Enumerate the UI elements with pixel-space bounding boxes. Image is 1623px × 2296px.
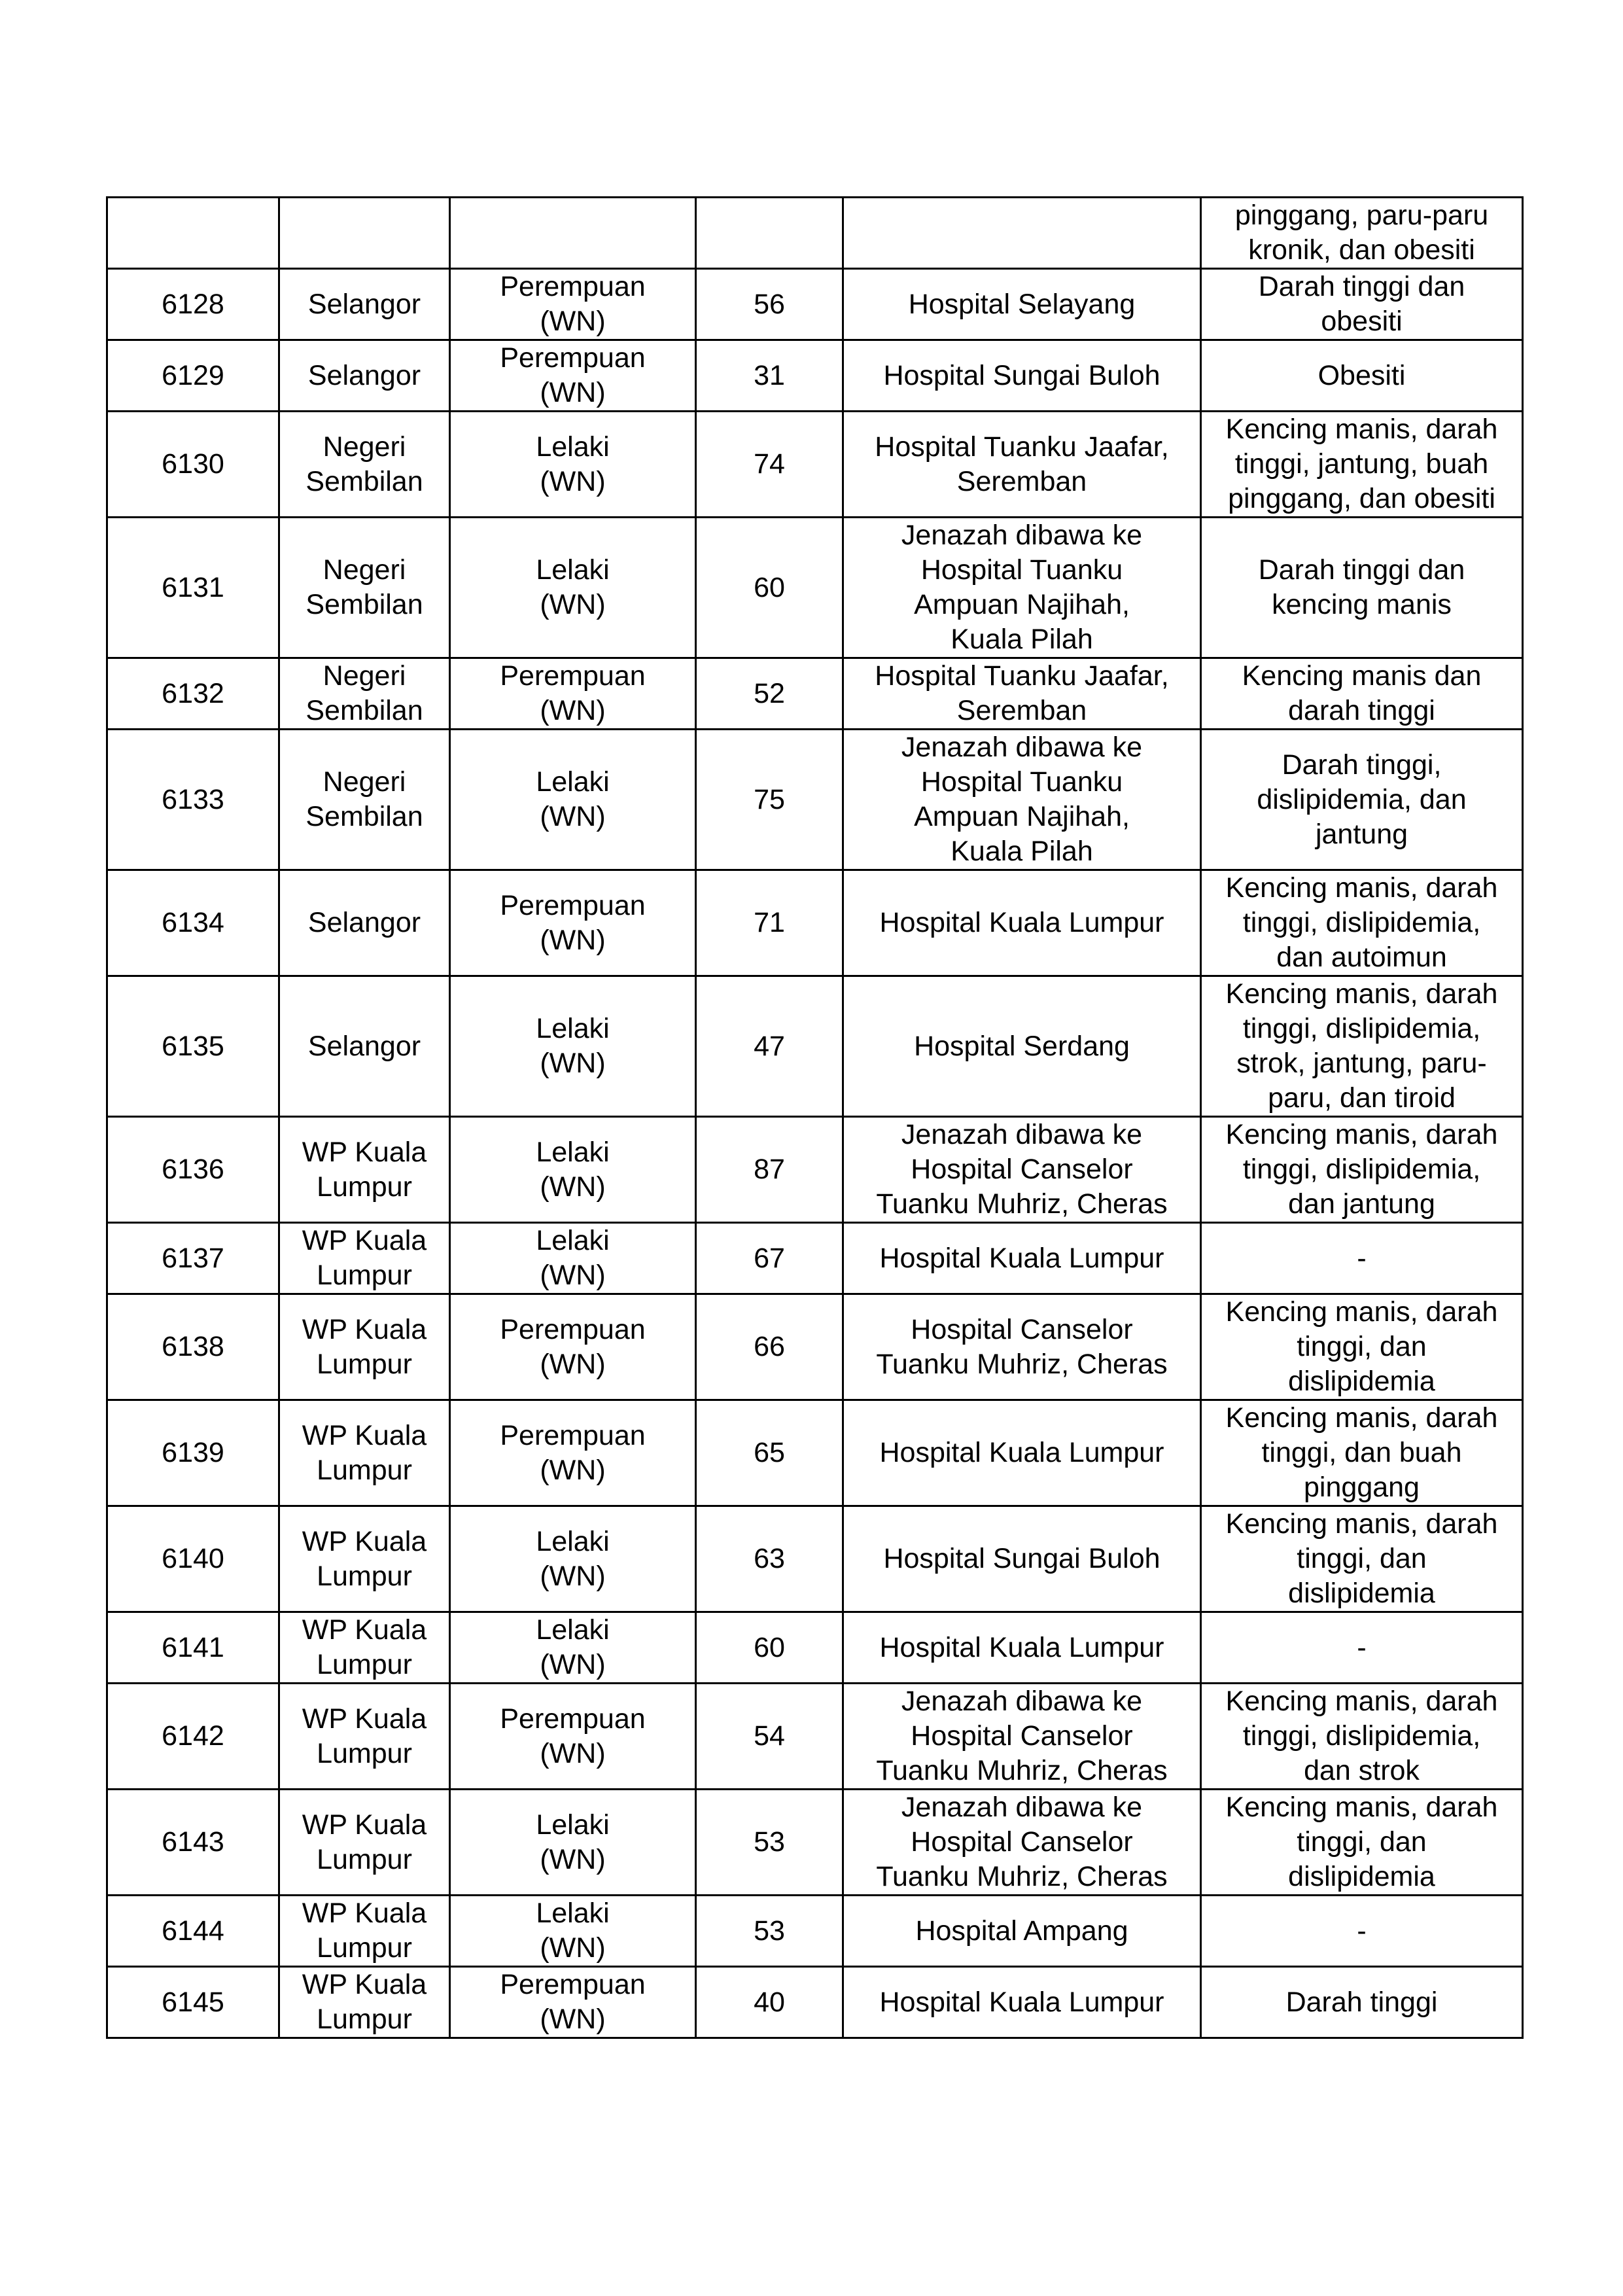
age-cell: 71 bbox=[696, 870, 843, 976]
gender-cell: Perempuan (WN) bbox=[450, 1400, 696, 1506]
conditions-cell: Kencing manis, darah tinggi, dislipidemia, dan jantung bbox=[1201, 1117, 1523, 1223]
hospital-cell: Hospital Serdang bbox=[843, 976, 1201, 1117]
state-cell: WP Kuala Lumpur bbox=[279, 1612, 450, 1684]
state-cell: Negeri Sembilan bbox=[279, 658, 450, 730]
age-cell: 47 bbox=[696, 976, 843, 1117]
table-row bbox=[107, 1684, 1523, 1790]
case-number-cell: 6140 bbox=[107, 1506, 279, 1612]
table-row bbox=[107, 340, 1523, 412]
hospital-cell: Hospital Canselor Tuanku Muhriz, Cheras bbox=[843, 1294, 1201, 1400]
table-row bbox=[107, 1790, 1523, 1896]
case-number-cell: 6143 bbox=[107, 1790, 279, 1896]
case-number-cell: 6135 bbox=[107, 976, 279, 1117]
table-row bbox=[107, 1294, 1523, 1400]
age-cell: 52 bbox=[696, 658, 843, 730]
table-row bbox=[107, 1967, 1523, 2038]
gender-cell: Lelaki (WN) bbox=[450, 1790, 696, 1896]
hospital-cell: Jenazah dibawa ke Hospital Canselor Tuanku Muhriz, Cheras bbox=[843, 1790, 1201, 1896]
case-number-cell: 6128 bbox=[107, 269, 279, 340]
age-cell: 53 bbox=[696, 1790, 843, 1896]
conditions-cell: - bbox=[1201, 1223, 1523, 1294]
conditions-cell: - bbox=[1201, 1612, 1523, 1684]
gender-cell: Lelaki (WN) bbox=[450, 1223, 696, 1294]
state-cell: WP Kuala Lumpur bbox=[279, 1117, 450, 1223]
death-cases-table bbox=[106, 196, 1524, 2039]
conditions-cell: Kencing manis, darah tinggi, jantung, buah pinggang, dan obesiti bbox=[1201, 412, 1523, 518]
case-number-cell bbox=[107, 198, 279, 269]
table-body bbox=[107, 198, 1523, 2038]
hospital-cell: Hospital Sungai Buloh bbox=[843, 1506, 1201, 1612]
age-cell bbox=[696, 198, 843, 269]
age-cell: 31 bbox=[696, 340, 843, 412]
age-cell: 40 bbox=[696, 1967, 843, 2038]
age-cell: 67 bbox=[696, 1223, 843, 1294]
gender-cell: Perempuan (WN) bbox=[450, 1684, 696, 1790]
state-cell: Selangor bbox=[279, 870, 450, 976]
age-cell: 87 bbox=[696, 1117, 843, 1223]
table-row bbox=[107, 870, 1523, 976]
state-cell: Selangor bbox=[279, 269, 450, 340]
gender-cell: Lelaki (WN) bbox=[450, 1117, 696, 1223]
table-row bbox=[107, 1223, 1523, 1294]
table-row bbox=[107, 518, 1523, 658]
continuation-row bbox=[107, 198, 1523, 269]
conditions-cell: Kencing manis, darah tinggi, dislipidemia, dan autoimun bbox=[1201, 870, 1523, 976]
case-number-cell: 6137 bbox=[107, 1223, 279, 1294]
hospital-cell: Hospital Ampang bbox=[843, 1896, 1201, 1967]
conditions-cell: Kencing manis, darah tinggi, dislipidemia, dan strok bbox=[1201, 1684, 1523, 1790]
table-row bbox=[107, 658, 1523, 730]
conditions-cell: Obesiti bbox=[1201, 340, 1523, 412]
state-cell: WP Kuala Lumpur bbox=[279, 1967, 450, 2038]
gender-cell: Lelaki (WN) bbox=[450, 976, 696, 1117]
gender-cell: Perempuan (WN) bbox=[450, 340, 696, 412]
gender-cell: Perempuan (WN) bbox=[450, 1967, 696, 2038]
gender-cell: Perempuan (WN) bbox=[450, 658, 696, 730]
age-cell: 65 bbox=[696, 1400, 843, 1506]
state-cell: Negeri Sembilan bbox=[279, 730, 450, 870]
hospital-cell: Hospital Tuanku Jaafar, Seremban bbox=[843, 658, 1201, 730]
gender-cell: Lelaki (WN) bbox=[450, 1896, 696, 1967]
case-number-cell: 6144 bbox=[107, 1896, 279, 1967]
state-cell: Negeri Sembilan bbox=[279, 518, 450, 658]
gender-cell: Lelaki (WN) bbox=[450, 1612, 696, 1684]
state-cell: WP Kuala Lumpur bbox=[279, 1223, 450, 1294]
case-number-cell: 6138 bbox=[107, 1294, 279, 1400]
state-cell: WP Kuala Lumpur bbox=[279, 1294, 450, 1400]
age-cell: 75 bbox=[696, 730, 843, 870]
hospital-cell: Hospital Kuala Lumpur bbox=[843, 1612, 1201, 1684]
age-cell: 74 bbox=[696, 412, 843, 518]
gender-cell: Lelaki (WN) bbox=[450, 730, 696, 870]
case-number-cell: 6145 bbox=[107, 1967, 279, 2038]
conditions-cell: - bbox=[1201, 1896, 1523, 1967]
table-row bbox=[107, 1506, 1523, 1612]
conditions-cell: Kencing manis dan darah tinggi bbox=[1201, 658, 1523, 730]
table-row bbox=[107, 412, 1523, 518]
hospital-cell: Hospital Sungai Buloh bbox=[843, 340, 1201, 412]
gender-cell: Perempuan (WN) bbox=[450, 870, 696, 976]
age-cell: 54 bbox=[696, 1684, 843, 1790]
age-cell: 53 bbox=[696, 1896, 843, 1967]
hospital-cell: Hospital Kuala Lumpur bbox=[843, 870, 1201, 976]
conditions-cell: pinggang, paru-paru kronik, dan obesiti bbox=[1201, 198, 1523, 269]
gender-cell: Lelaki (WN) bbox=[450, 518, 696, 658]
state-cell: Negeri Sembilan bbox=[279, 412, 450, 518]
conditions-cell: Darah tinggi dan kencing manis bbox=[1201, 518, 1523, 658]
gender-cell: Perempuan (WN) bbox=[450, 269, 696, 340]
conditions-cell: Kencing manis, darah tinggi, dan dislipidemia bbox=[1201, 1506, 1523, 1612]
conditions-cell: Kencing manis, darah tinggi, dan dislipidemia bbox=[1201, 1294, 1523, 1400]
age-cell: 60 bbox=[696, 1612, 843, 1684]
hospital-cell: Hospital Kuala Lumpur bbox=[843, 1400, 1201, 1506]
age-cell: 60 bbox=[696, 518, 843, 658]
table-row bbox=[107, 1400, 1523, 1506]
age-cell: 56 bbox=[696, 269, 843, 340]
table-row bbox=[107, 730, 1523, 870]
gender-cell: Lelaki (WN) bbox=[450, 412, 696, 518]
hospital-cell: Hospital Kuala Lumpur bbox=[843, 1223, 1201, 1294]
hospital-cell bbox=[843, 198, 1201, 269]
state-cell: WP Kuala Lumpur bbox=[279, 1790, 450, 1896]
state-cell: WP Kuala Lumpur bbox=[279, 1400, 450, 1506]
conditions-cell: Darah tinggi, dislipidemia, dan jantung bbox=[1201, 730, 1523, 870]
case-number-cell: 6142 bbox=[107, 1684, 279, 1790]
case-number-cell: 6132 bbox=[107, 658, 279, 730]
gender-cell bbox=[450, 198, 696, 269]
table-row bbox=[107, 1117, 1523, 1223]
age-cell: 63 bbox=[696, 1506, 843, 1612]
hospital-cell: Jenazah dibawa ke Hospital Canselor Tuanku Muhriz, Cheras bbox=[843, 1684, 1201, 1790]
case-number-cell: 6130 bbox=[107, 412, 279, 518]
hospital-cell: Hospital Tuanku Jaafar, Seremban bbox=[843, 412, 1201, 518]
hospital-cell: Jenazah dibawa ke Hospital Tuanku Ampuan Najihah, Kuala Pilah bbox=[843, 730, 1201, 870]
gender-cell: Lelaki (WN) bbox=[450, 1506, 696, 1612]
case-number-cell: 6136 bbox=[107, 1117, 279, 1223]
case-number-cell: 6133 bbox=[107, 730, 279, 870]
table-row bbox=[107, 269, 1523, 340]
case-number-cell: 6141 bbox=[107, 1612, 279, 1684]
gender-cell: Perempuan (WN) bbox=[450, 1294, 696, 1400]
state-cell: Selangor bbox=[279, 976, 450, 1117]
age-cell: 66 bbox=[696, 1294, 843, 1400]
table-row bbox=[107, 976, 1523, 1117]
state-cell bbox=[279, 198, 450, 269]
state-cell: WP Kuala Lumpur bbox=[279, 1896, 450, 1967]
conditions-cell: Kencing manis, darah tinggi, dan buah pinggang bbox=[1201, 1400, 1523, 1506]
state-cell: Selangor bbox=[279, 340, 450, 412]
conditions-cell: Kencing manis, darah tinggi, dan dislipidemia bbox=[1201, 1790, 1523, 1896]
hospital-cell: Hospital Kuala Lumpur bbox=[843, 1967, 1201, 2038]
hospital-cell: Jenazah dibawa ke Hospital Tuanku Ampuan Najihah, Kuala Pilah bbox=[843, 518, 1201, 658]
state-cell: WP Kuala Lumpur bbox=[279, 1506, 450, 1612]
conditions-cell: Kencing manis, darah tinggi, dislipidemia, strok, jantung, paru- paru, dan tiroid bbox=[1201, 976, 1523, 1117]
table-row bbox=[107, 1896, 1523, 1967]
hospital-cell: Hospital Selayang bbox=[843, 269, 1201, 340]
state-cell: WP Kuala Lumpur bbox=[279, 1684, 450, 1790]
case-number-cell: 6139 bbox=[107, 1400, 279, 1506]
table-row bbox=[107, 1612, 1523, 1684]
case-number-cell: 6131 bbox=[107, 518, 279, 658]
conditions-cell: Darah tinggi dan obesiti bbox=[1201, 269, 1523, 340]
case-number-cell: 6134 bbox=[107, 870, 279, 976]
conditions-cell: Darah tinggi bbox=[1201, 1967, 1523, 2038]
hospital-cell: Jenazah dibawa ke Hospital Canselor Tuanku Muhriz, Cheras bbox=[843, 1117, 1201, 1223]
case-number-cell: 6129 bbox=[107, 340, 279, 412]
